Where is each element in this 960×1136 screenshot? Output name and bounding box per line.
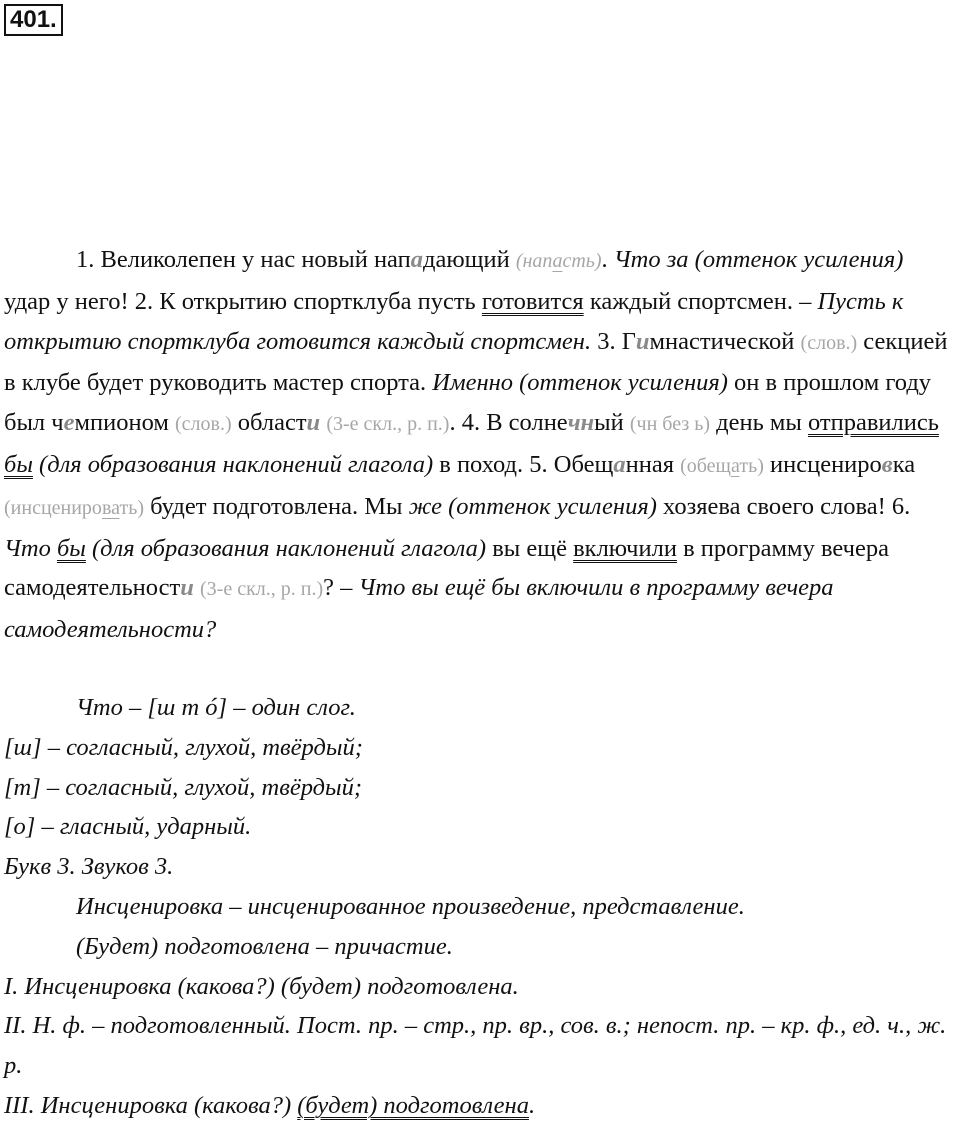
highlighted-letter: в — [881, 450, 893, 478]
particle: бы — [4, 450, 33, 478]
text-run: секцией в клубе будет руководить мастер спорта. — [4, 327, 948, 397]
text-run: 3. Г — [597, 327, 636, 355]
highlighted-letter: и — [306, 409, 321, 437]
text-run: Что за (оттенок усиления) — [613, 246, 904, 273]
hint: (3-е скл., р. п.) — [326, 413, 450, 436]
analysis-line: I. Инсценировка (какова?) (будет) подготовлена. — [4, 972, 519, 1000]
text-run: (для образования наклонений глагола) — [39, 450, 434, 478]
text-run: област — [237, 409, 307, 437]
text-run: каждый спортсмен. – — [589, 287, 812, 315]
predicate: включили — [573, 534, 677, 562]
analysis-line: [т] – согласный, глухой, твёрдый; — [4, 773, 363, 801]
text-run: мнастической — [649, 327, 795, 355]
text-run: (обещ — [680, 454, 731, 477]
text-run: ть) — [739, 454, 764, 477]
analysis-line: (Будет) подготовлена – причастие. — [76, 932, 453, 960]
text-run: хозяева своего слова! 6. — [663, 492, 911, 520]
text-run: . 4. В солне — [449, 409, 568, 437]
analysis-line: [ш] – согласный, глухой, твёрдый; — [4, 733, 363, 761]
text-run: ва — [101, 496, 120, 519]
text-run: а — [730, 454, 740, 477]
hint: (чн без ь) — [629, 413, 710, 436]
text-run: вы ещё — [492, 534, 567, 562]
text-run: сть) — [562, 250, 602, 272]
hint: (слов.) — [175, 413, 232, 436]
hint: (слов.) — [800, 331, 858, 354]
hint — [680, 455, 764, 477]
text-run: Что вы ещё бы включили в программу вечера самодеятельности? — [4, 574, 834, 644]
analysis-line: II. Н. ф. – подготовленный. Пост. пр. – стр., пр. вр., сов. в.; непост. пр. – кр. ф., ед. ч., ж. р. — [4, 1012, 947, 1080]
text-run: он в прошлом году был ч — [4, 369, 932, 437]
text-run: нная — [625, 450, 674, 478]
text-run: Пусть к открытию спортклуба готовится каждый спортсмен. — [4, 287, 904, 355]
text-run: (нап — [515, 250, 553, 272]
hint — [4, 497, 144, 519]
predicate: готовится — [481, 287, 584, 315]
text-run: мпионом — [74, 409, 169, 437]
hint: (3-е скл., р. п.) — [200, 578, 324, 601]
text-run: (инсцениро — [4, 496, 102, 519]
predicate: отправились — [807, 409, 939, 437]
highlighted-letter: и — [635, 327, 650, 355]
analysis-line: Инсценировка – инсценированное произведение, представление. — [76, 892, 745, 920]
text-run: инсцениро — [769, 450, 882, 478]
hint — [516, 250, 602, 272]
highlighted-letter: е — [63, 409, 75, 437]
text-run: ый — [594, 409, 624, 437]
text-run: Именно (оттенок усиления) — [432, 369, 728, 397]
analysis-line: Букв 3. Звуков 3. — [4, 853, 174, 881]
text-run: . — [528, 1091, 536, 1119]
task-number: 401. — [4, 4, 63, 36]
text-run: (для образования наклонений глагола) — [92, 534, 487, 562]
text-run: же (оттенок усиления) — [408, 492, 657, 520]
sentences-paragraph — [4, 240, 954, 650]
exercise-text — [4, 240, 954, 1126]
highlighted-letter: и — [180, 574, 194, 602]
text-run: будет подготовлена. Мы — [150, 492, 403, 520]
text-run: в поход. 5. Обещ — [439, 450, 614, 478]
analysis-line: [о] – гласный, ударный. — [4, 813, 252, 841]
text-run: день мы — [716, 409, 802, 437]
text-run: ? – — [323, 574, 353, 602]
text-run: ть) — [119, 496, 145, 519]
text-run: в программу вечера самодеятельност — [4, 534, 889, 602]
text-run: . — [601, 246, 608, 273]
text-run: Что — [4, 534, 51, 562]
text-run: а — [552, 250, 563, 272]
text-run: ка — [892, 450, 916, 478]
predicate: (будет) подготовлена — [297, 1091, 529, 1119]
highlighted-letter: а — [613, 450, 626, 478]
particle: бы — [56, 534, 86, 562]
spacer — [4, 650, 954, 688]
analysis-line — [4, 1086, 954, 1126]
analysis-line: Что – [ш т ó] – один слог. — [76, 693, 356, 721]
text-run: 1. Великолепен у нас новый нап — [76, 246, 411, 273]
highlighted-letter: чн — [567, 409, 595, 437]
text-run: дающий — [422, 246, 510, 273]
highlighted-letter: а — [410, 246, 423, 273]
text-run: III. Инсценировка (какова?) — [4, 1091, 292, 1119]
text-run: удар у него! 2. К открытию спортклуба пусть — [4, 287, 476, 315]
